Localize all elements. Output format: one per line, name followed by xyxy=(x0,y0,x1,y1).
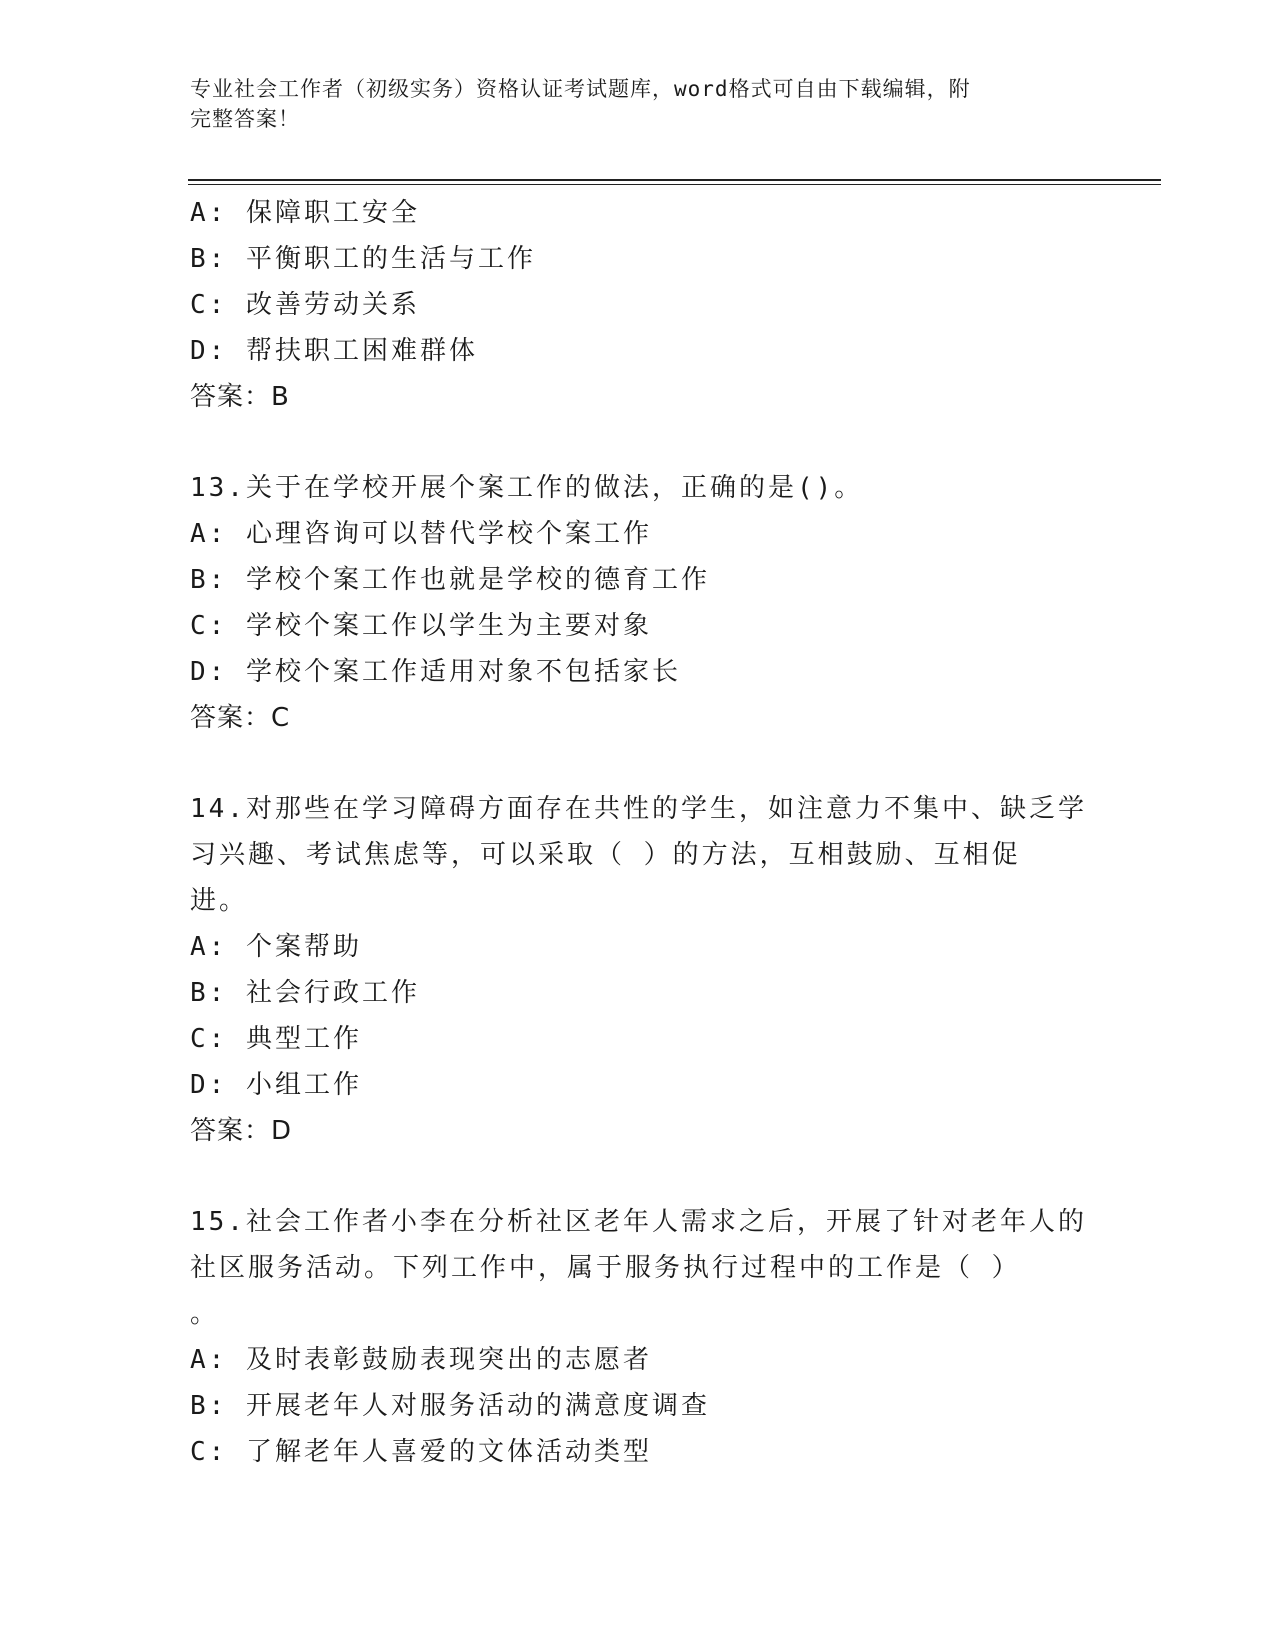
question-12 xyxy=(190,190,1090,420)
option-d: D: 学校个案工作适用对象不包括家长 xyxy=(190,657,681,687)
question-stem-line-2: 习兴趣、考试焦虑等，可以采取（ ）的方法，互相鼓励、互相促 xyxy=(190,840,1021,870)
option-b: B: 社会行政工作 xyxy=(190,978,420,1008)
answer: 答案：B xyxy=(190,382,290,412)
option-c: C: 典型工作 xyxy=(190,1024,362,1054)
option-b: B: 平衡职工的生活与工作 xyxy=(190,244,536,274)
question-13 xyxy=(190,465,1090,741)
question-list xyxy=(190,190,1090,1475)
option-a: A: 心理咨询可以替代学校个案工作 xyxy=(190,519,652,549)
question-stem: 13.关于在学校开展个案工作的做法，正确的是()。 xyxy=(190,473,864,503)
question-stem-line-1: 15.社会工作者小李在分析社区老年人需求之后，开展了针对老年人的 xyxy=(190,1207,1087,1237)
option-d: D: 小组工作 xyxy=(190,1070,362,1100)
option-b: B: 学校个案工作也就是学校的德育工作 xyxy=(190,565,710,595)
document-header xyxy=(190,74,1070,134)
option-b: B: 开展老年人对服务活动的满意度调查 xyxy=(190,1391,710,1421)
answer: 答案：C xyxy=(190,703,291,733)
answer: 答案：D xyxy=(190,1116,293,1146)
option-a: A: 保障职工安全 xyxy=(190,198,420,228)
header-line-2: 完整答案！ xyxy=(190,107,300,131)
option-a: A: 及时表彰鼓励表现突出的志愿者 xyxy=(190,1345,652,1375)
header-divider-thick xyxy=(188,179,1161,181)
question-stem-line-2: 社区服务活动。下列工作中，属于服务执行过程中的工作是（ ） xyxy=(190,1253,1021,1283)
option-a: A: 个案帮助 xyxy=(190,932,362,962)
question-14 xyxy=(190,786,1090,1154)
question-stem-line-3: 。 xyxy=(190,1299,220,1329)
option-c: C: 改善劳动关系 xyxy=(190,290,420,320)
header-divider-thin xyxy=(188,184,1161,185)
header-line-1: 专业社会工作者（初级实务）资格认证考试题库，word格式可自由下载编辑，附 xyxy=(190,77,971,101)
question-stem-line-1: 14.对那些在学习障碍方面存在共性的学生，如注意力不集中、缺乏学 xyxy=(190,794,1087,824)
option-d: D: 帮扶职工困难群体 xyxy=(190,336,478,366)
question-15 xyxy=(190,1199,1090,1475)
option-c: C: 了解老年人喜爱的文体活动类型 xyxy=(190,1437,652,1467)
question-stem-line-3: 进。 xyxy=(190,886,249,916)
option-c: C: 学校个案工作以学生为主要对象 xyxy=(190,611,652,641)
